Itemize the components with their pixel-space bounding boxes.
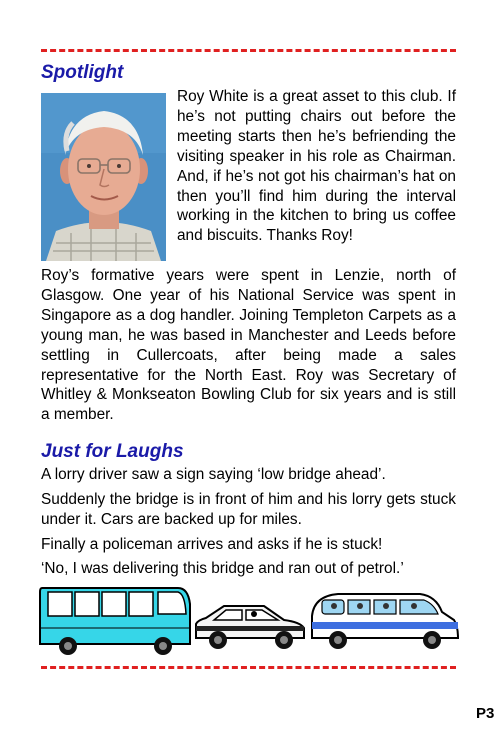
bottom-divider <box>41 666 456 669</box>
bus-icon <box>40 588 190 655</box>
van-icon <box>312 594 458 649</box>
joke-line: ‘No, I was delivering this bridge and ran out of petrol.’ <box>41 560 404 577</box>
spotlight-intro-text: Roy White is a great asset to this club. If he’s not putting chairs out before the meeting starts then he’s befriending the visiting speaker in his role as Chairman. And, if he’s not got his chairman’s hat on then you’ll find him during the interval working in the kitchen to bring us coffee and biscuits. Thanks Roy! <box>177 88 456 245</box>
joke-line: Suddenly the bridge is in front of him and his lorry gets stuck under it. Cars are backed up for miles. <box>41 491 456 528</box>
top-divider <box>41 49 456 52</box>
traffic-illustration <box>38 580 460 660</box>
portrait-icon <box>41 93 166 261</box>
just-for-laughs-heading: Just for Laughs <box>41 441 184 462</box>
joke-line: Finally a policeman arrives and asks if he is stuck! <box>41 536 383 553</box>
roy-white-photo <box>41 93 166 261</box>
page-number: P3 <box>476 705 495 722</box>
spotlight-bio-text: Roy’s formative years were spent in Lenzie, north of Glasgow. One year of his National Service was spent in Singapore as a dog handler. Joining Templeton Carpets as a young man, he was based in Manchester and Leeds before settling in Cullercoats, after being made a sales representative for the North East. Roy was Secretary of Whitley & Monkseaton Bowling Club for six years and is still a member. <box>41 267 456 424</box>
car-icon <box>196 606 304 649</box>
spotlight-heading: Spotlight <box>41 62 124 83</box>
joke-line: A lorry driver saw a sign saying ‘low bridge ahead’. <box>41 466 386 483</box>
